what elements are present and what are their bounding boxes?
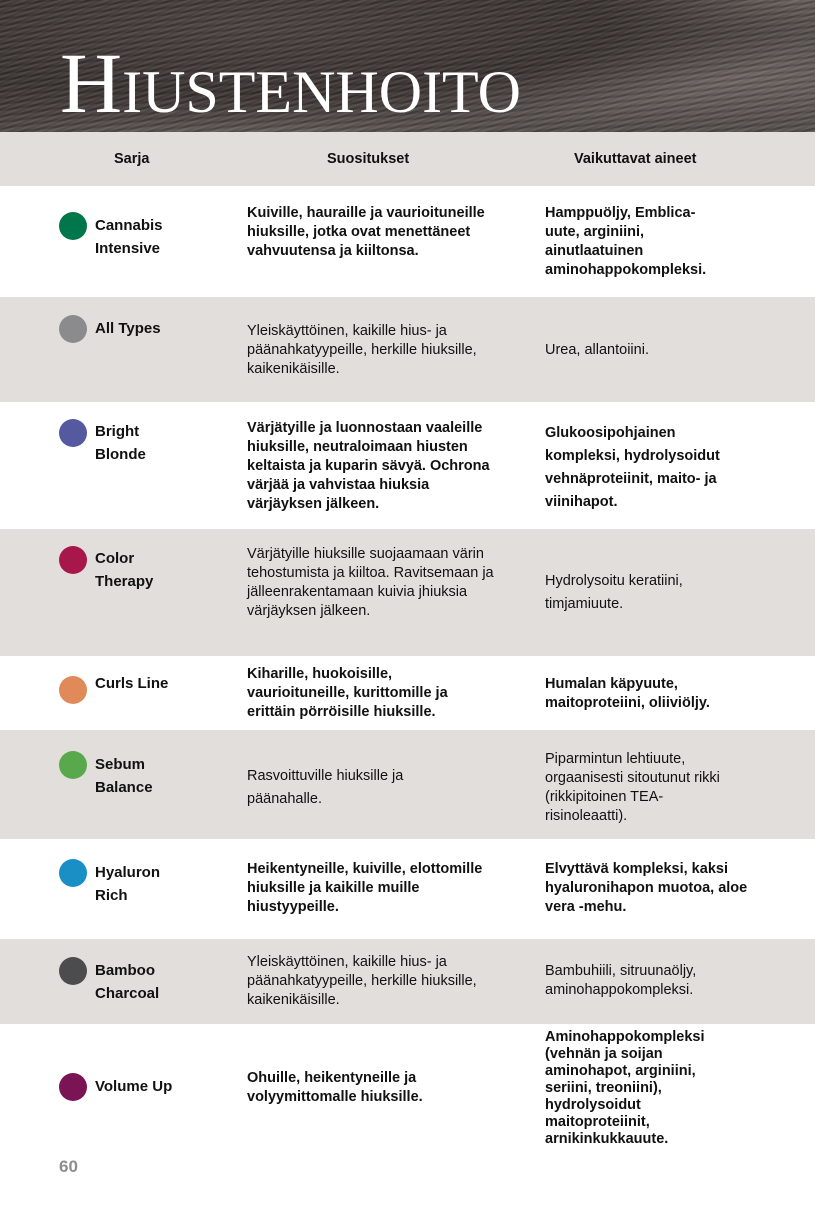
recommendations-text: Rasvoittuville hiuksille ja päänahalle. xyxy=(247,768,404,807)
table-row xyxy=(0,297,815,402)
table-row xyxy=(0,656,815,730)
table-row xyxy=(0,939,815,1024)
series-name: All Types xyxy=(95,320,161,337)
series-color-dot-icon xyxy=(59,315,87,343)
page-number: 60 xyxy=(59,1157,78,1176)
page-title: Hiustenhoito xyxy=(60,35,521,131)
column-header-recommendations: Suositukset xyxy=(327,151,410,167)
table-row xyxy=(0,402,815,529)
series-name: Sebum Balance xyxy=(95,756,153,796)
series-color-dot-icon xyxy=(59,859,87,887)
ingredients-text: Aminohappokompleksi (vehnän ja soijan aminohapot, arginiini, seriini, treoniini), hydrolysoidut maitoproteiinit, arnikinkukkauute. xyxy=(545,1029,705,1147)
ingredients-text: Hamppuöljy, Emblica-uute, arginiini, ainutlaatuinen aminohappokompleksi. xyxy=(545,205,707,278)
series-name: Volume Up xyxy=(95,1078,173,1095)
ingredients-text: Piparmintun lehtiuute, orgaanisesti sitoutunut rikki (rikkipitoinen TEA-risinoleaatti). xyxy=(545,751,720,824)
recommendations-text: Kiharille, huokoisille, vaurioituneille, kurittomille ja erittäin pörröisille hiuksille. xyxy=(247,666,448,720)
ingredients-text: Urea, allantoiini. xyxy=(545,342,649,358)
series-color-dot-icon xyxy=(59,676,87,704)
series-name: Curls Line xyxy=(95,675,169,692)
series-color-dot-icon xyxy=(59,212,87,240)
table-row xyxy=(0,1024,815,1150)
ingredients-text: Hydrolysoitu keratiini, timjamiuute. xyxy=(545,573,683,612)
ingredients-text: Bambuhiili, sitruunaöljy, aminohappokompleksi. xyxy=(545,963,697,998)
series-name: Color Therapy xyxy=(95,550,154,590)
hero-hair-image xyxy=(0,0,815,132)
table-row xyxy=(0,839,815,939)
series-color-dot-icon xyxy=(59,419,87,447)
table-header xyxy=(0,132,815,186)
recommendations-text: Yleiskäyttöinen, kaikille hius- ja päänahkatyypeille, herkille hiuksille, kaikenikäisille. xyxy=(247,323,477,377)
series-name: Hyaluron Rich xyxy=(95,864,161,904)
column-header-ingredients: Vaikuttavat aineet xyxy=(574,151,697,167)
table-row xyxy=(0,529,815,656)
ingredients-text: Elvyttävä kompleksi, kaksi hyaluronihapon muotoa, aloe vera -mehu. xyxy=(545,861,748,915)
ingredients-text: Humalan käpyuute, maitoproteiini, oliiviöljy. xyxy=(545,676,710,711)
recommendations-text: Värjätyille hiuksille suojaamaan värin tehostumista ja kiiltoa. Ravitsemaan ja jälleenrakentamaan kuivia jhiuksia värjäyksen jälkeen. xyxy=(247,546,494,619)
series-color-dot-icon xyxy=(59,751,87,779)
product-table xyxy=(0,132,815,1150)
series-name: Cannabis Intensive xyxy=(95,217,163,257)
recommendations-text: Yleiskäyttöinen, kaikille hius- ja päänahkatyypeille, herkille hiuksille, kaikenikäisille. xyxy=(247,954,477,1008)
series-color-dot-icon xyxy=(59,957,87,985)
ingredients-text: Glukoosipohjainen kompleksi, hydrolysoidut vehnäproteiinit, maito- ja viinihapot. xyxy=(545,425,720,510)
series-color-dot-icon xyxy=(59,546,87,574)
recommendations-text: Heikentyneille, kuiville, elottomille hiuksille ja kaikille muille hiustyypeille. xyxy=(247,861,483,915)
column-header-series: Sarja xyxy=(114,151,150,167)
series-name: Bamboo Charcoal xyxy=(95,962,160,1002)
series-name: Bright Blonde xyxy=(95,423,146,463)
table-row xyxy=(0,186,815,297)
recommendations-text: Ohuille, heikentyneille ja volyymittomalle hiuksille. xyxy=(247,1070,423,1105)
recommendations-text: Värjätyille ja luonnostaan vaaleille hiuksille, neutraloimaan hiusten keltaista ja kuparin sävyä. Ochrona värjää ja vahvistaa hiuksia värjäyksen jälkeen. xyxy=(247,420,490,512)
series-color-dot-icon xyxy=(59,1073,87,1101)
table-row xyxy=(0,730,815,839)
recommendations-text: Kuiville, hauraille ja vaurioituneille hiuksille, jotka ovat menettäneet vahvuutensa ja kiiltonsa. xyxy=(247,205,485,259)
